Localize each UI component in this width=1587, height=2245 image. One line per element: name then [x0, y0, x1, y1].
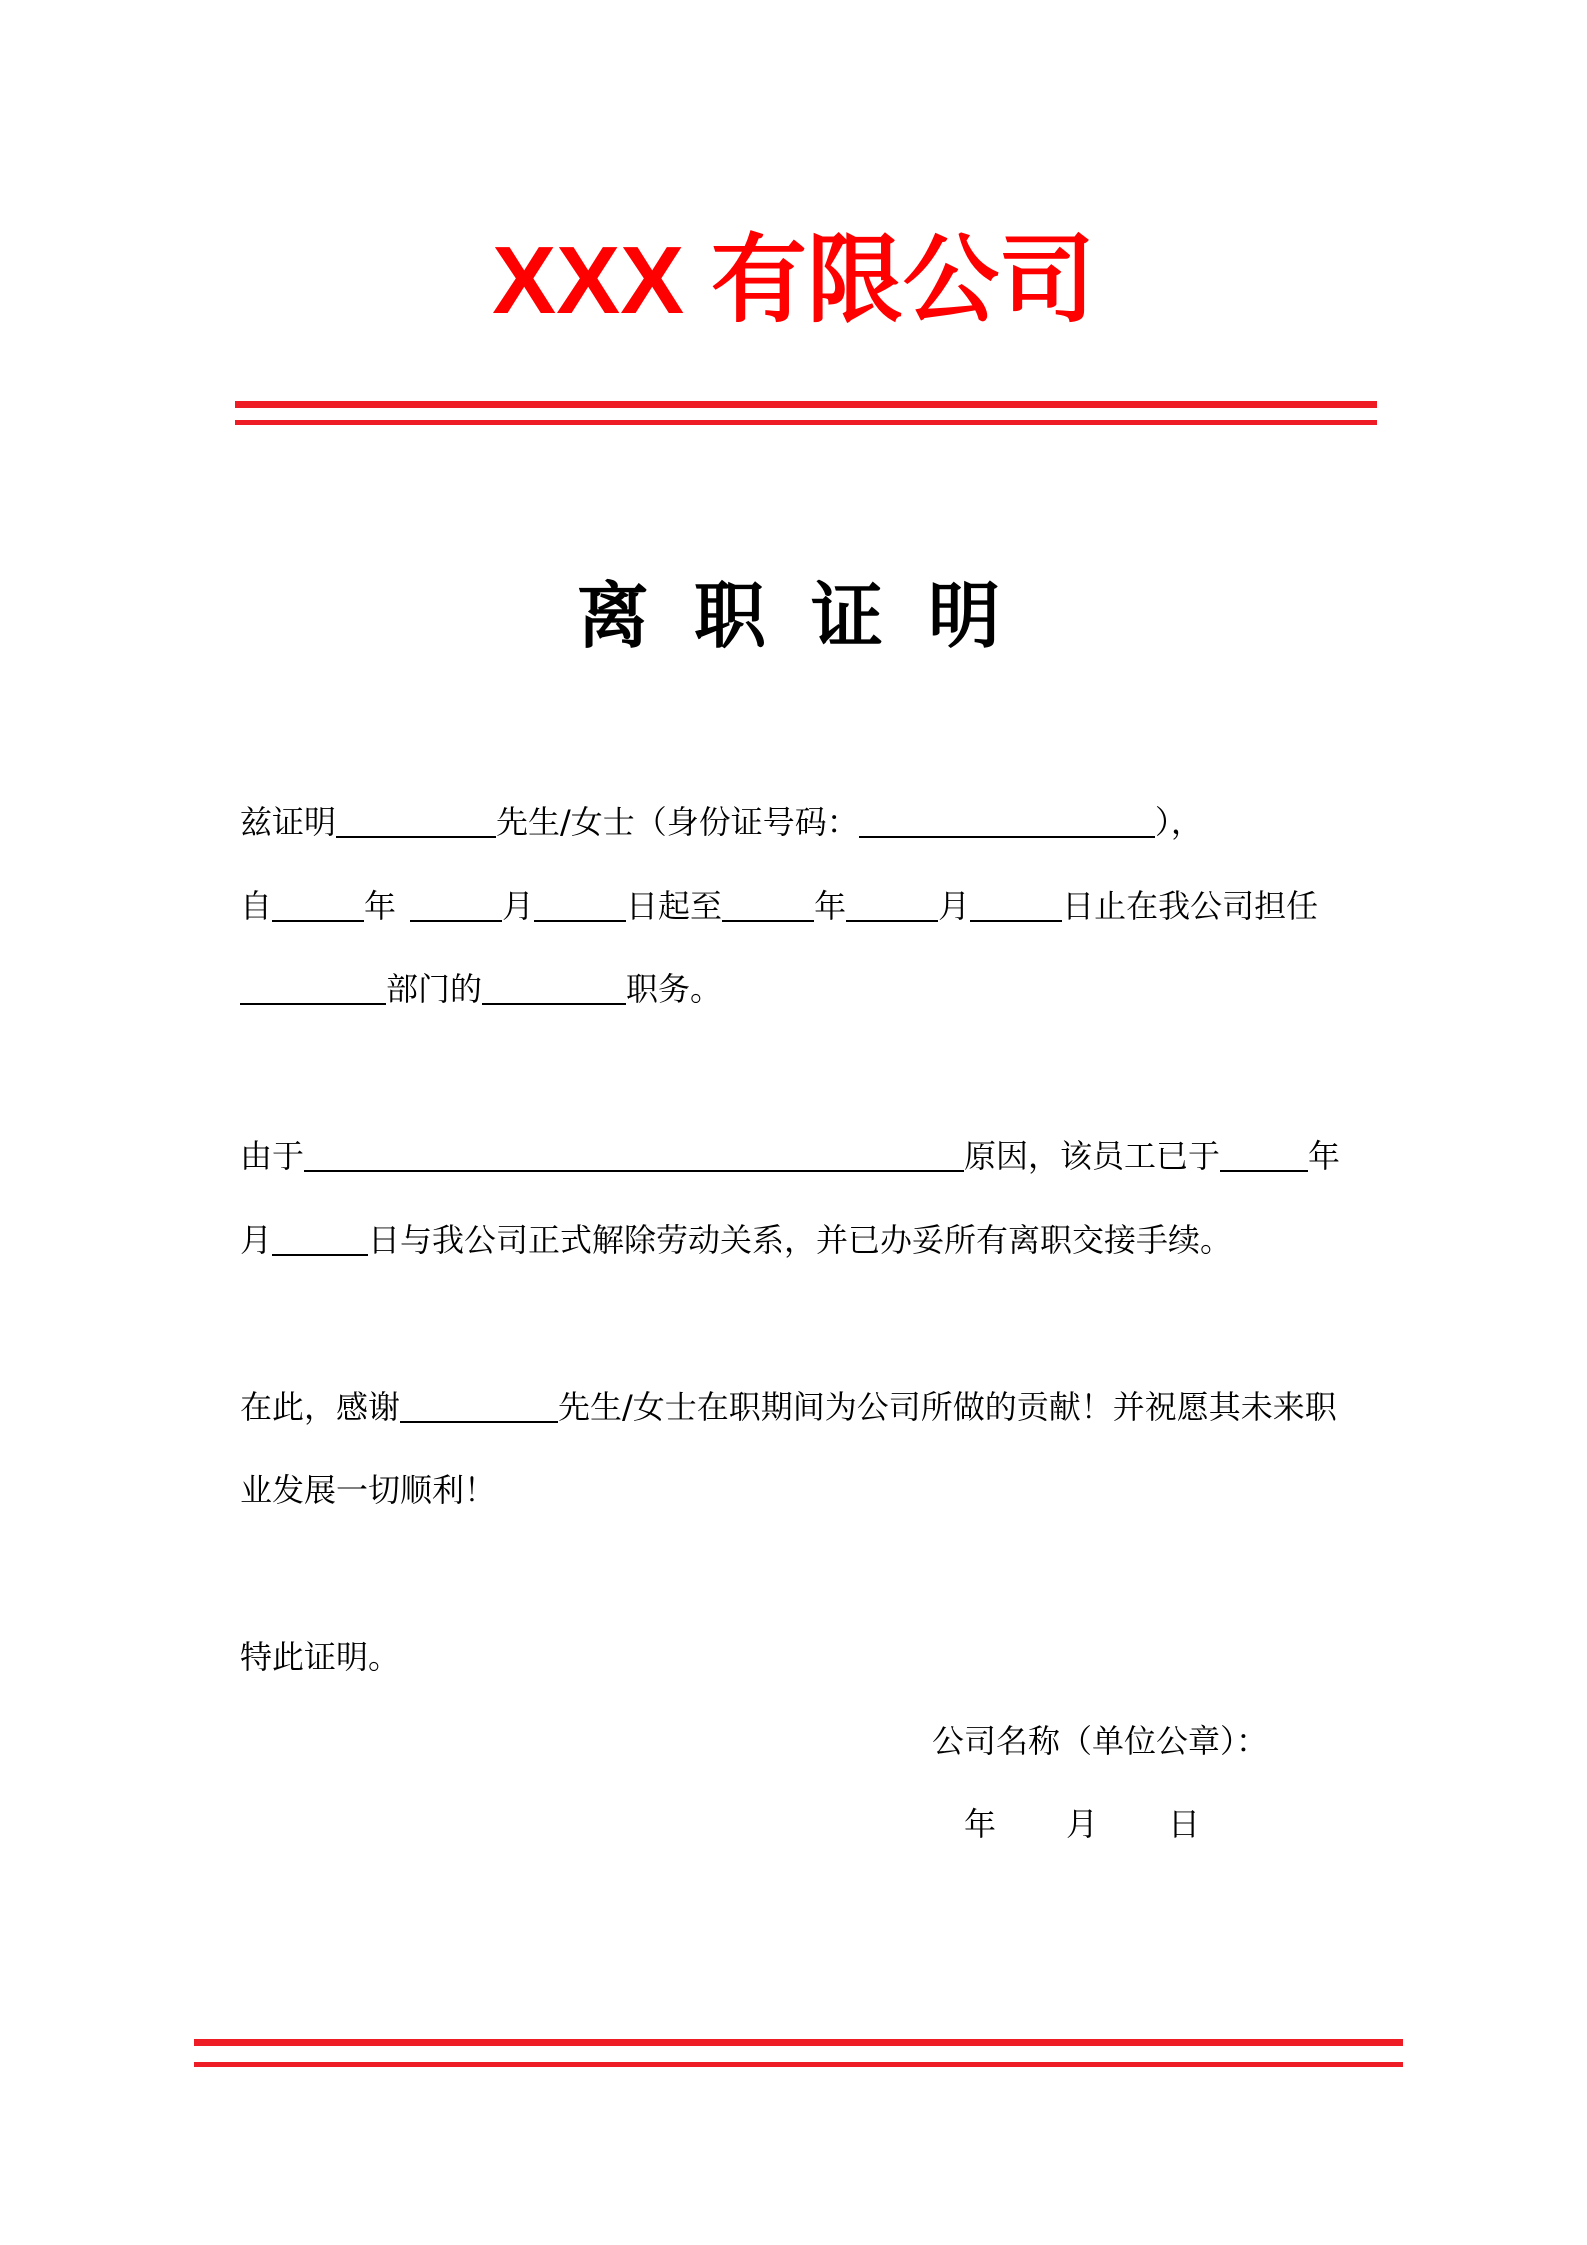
footer-rule-thick	[194, 2039, 1403, 2046]
department-blank	[240, 1003, 386, 1005]
end-day-blank	[970, 920, 1062, 922]
start-month-blank	[410, 920, 502, 922]
employment-line-1	[240, 781, 1440, 865]
end-day-position-text: 日止在我公司担任	[1062, 886, 1319, 925]
end-month-text: 月	[938, 886, 971, 925]
letterhead-rule-thick	[235, 401, 1377, 408]
employment-line-2	[240, 865, 1440, 949]
separation-year-blank	[1220, 1170, 1308, 1172]
thanks-prefix-text: 在此，感谢	[240, 1387, 401, 1426]
company-seal-label: 公司名称（单位公章）：	[932, 1721, 1269, 1760]
end-month-blank	[846, 920, 938, 922]
separation-month-text: 月	[240, 1220, 273, 1259]
closing-statement: 特此证明。	[240, 1638, 401, 1676]
employment-paragraph	[240, 781, 1440, 1032]
position-blank	[482, 1003, 626, 1005]
reason-prefix-text: 由于	[240, 1137, 305, 1175]
employment-line-3	[240, 948, 1440, 1032]
reason-blank	[304, 1170, 964, 1172]
certificate-body	[240, 781, 1440, 1867]
date-month-label: 月	[1066, 1805, 1099, 1843]
termination-line-1	[240, 1115, 1440, 1199]
end-year-text: 年	[814, 886, 847, 925]
letterhead-rule-thin	[235, 420, 1377, 425]
reason-suffix-text: 原因，该员工已于	[964, 1137, 1221, 1175]
separation-day-blank	[272, 1254, 368, 1256]
start-year-blank	[272, 920, 364, 922]
date-day-label: 日	[1168, 1805, 1201, 1843]
start-day-text: 日起至	[626, 886, 723, 925]
date-year-label: 年	[964, 1805, 997, 1843]
footer-rule-thin	[194, 2062, 1403, 2067]
id-number-blank	[859, 836, 1155, 838]
start-day-blank	[534, 920, 626, 922]
end-year-blank	[722, 920, 814, 922]
document-title: 离 职 证 明	[576, 574, 1011, 658]
from-text: 自	[240, 886, 273, 925]
thanks-name-blank	[400, 1421, 558, 1423]
separation-year-text: 年	[1308, 1137, 1341, 1175]
start-month-text: 月	[502, 886, 535, 925]
signature-date	[240, 1783, 1440, 1867]
id-close-text: ），	[1154, 803, 1203, 841]
start-year-text: 年	[364, 886, 397, 925]
employee-name-blank	[336, 836, 496, 838]
position-text: 职务。	[626, 970, 723, 1008]
termination-paragraph	[240, 1115, 1440, 1282]
separation-statement-text: 日与我公司正式解除劳动关系，并已办妥所有离职交接手续。	[368, 1220, 1233, 1259]
thanks-rest-text: 先生/女士在职期间为公司所做的贡献！并祝愿其未来职	[558, 1387, 1337, 1426]
honorific-id-text: 先生/女士（身份证号码：	[496, 803, 859, 841]
certify-text: 兹证明	[240, 803, 337, 841]
department-text: 部门的	[386, 970, 483, 1008]
company-letterhead: XXX 有限公司	[492, 227, 1095, 334]
thanks-line-1	[240, 1366, 1440, 1450]
termination-line-2	[240, 1199, 1440, 1283]
thanks-line-2: 业发展一切顺利！	[240, 1471, 497, 1509]
thanks-paragraph	[240, 1366, 1440, 1533]
